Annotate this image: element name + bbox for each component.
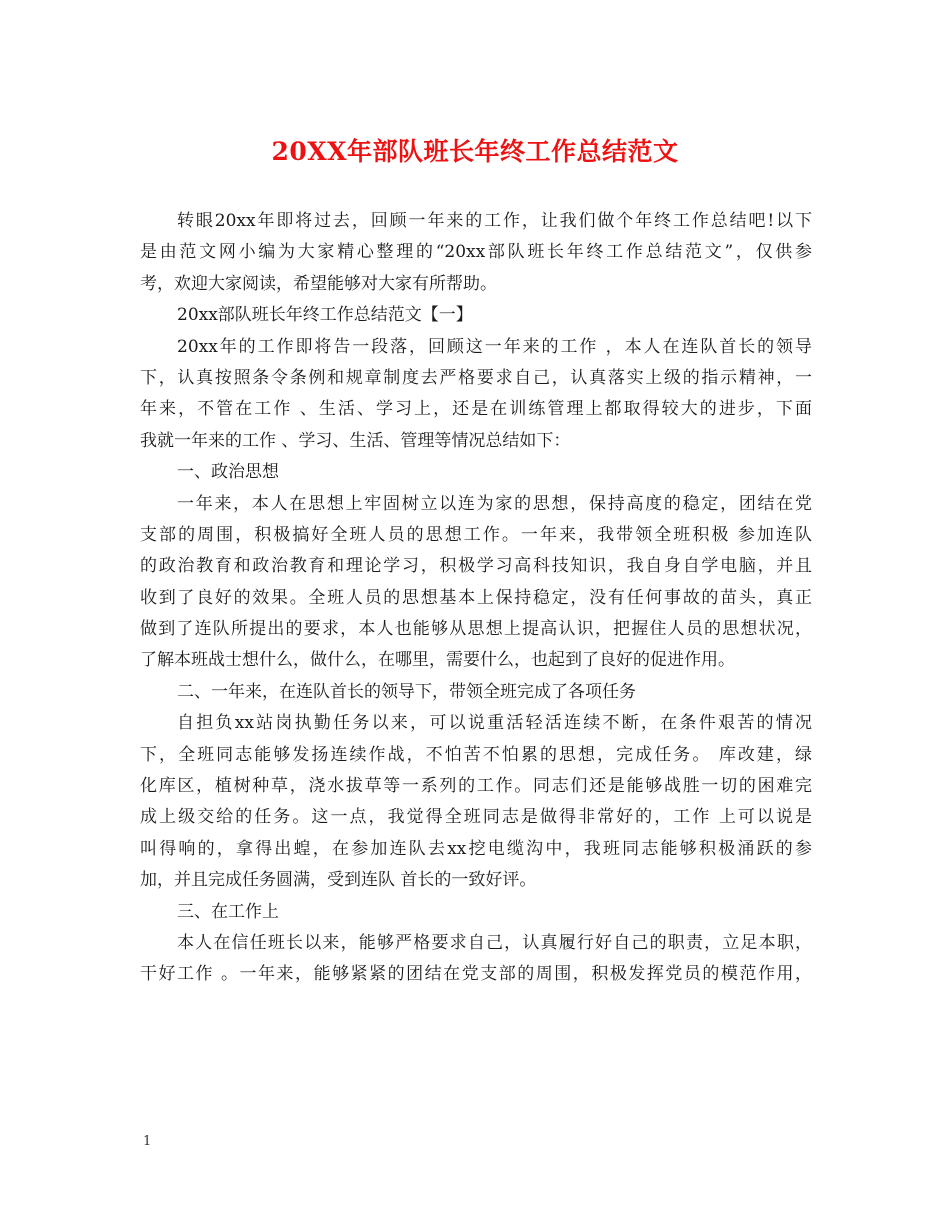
text-line: 20xx部队班长年终工作总结范文【一】 xyxy=(177,305,473,326)
text-line: 我就一年来的工作 、学习、生活、管理等情况总结如下： xyxy=(140,430,571,451)
document-title: 20XX年部队班长年终工作总结范文 xyxy=(271,137,679,166)
text-line: 下，全班同志能够发扬连续作战，不怕苦不怕累的思想，完成任务。 库改建，绿 xyxy=(140,744,812,765)
text-line: 成上级交给的任务。这一点，我觉得全班同志是做得非常好的，工作 上可以说是 xyxy=(140,807,812,828)
text-line: 本人在信任班长以来，能够严格要求自己，认真履行好自己的职责，立足本职， xyxy=(177,932,812,953)
text-line: 下，认真按照条令条例和规章制度去严格要求自己，认真落实上级的指示精神，一 xyxy=(140,367,812,388)
text-line: 一、政治思想 xyxy=(177,462,279,483)
page-number: 1 xyxy=(143,1134,152,1149)
text-line: 化库区，植树种草，浇水拔草等一系列的工作。同志们还是能够战胜一切的困难完 xyxy=(140,776,812,797)
text-line: 二、一年来，在连队首长的领导下，带领全班完成了各项任务 xyxy=(177,681,636,702)
text-line: 考，欢迎大家阅读，希望能够对大家有所帮助。 xyxy=(140,273,497,294)
text-line: 收到了良好的效果。全班人员的思想基本上保持稳定，没有任何事故的苗头，真正 xyxy=(140,587,812,608)
text-line: 干好工作 。一年来，能够紧紧的团结在党支部的周围，积极发挥党员的模范作用， xyxy=(140,964,812,985)
text-line: 了解本班战士想什么，做什么，在哪里，需要什么，也起到了良好的促进作用。 xyxy=(140,650,735,671)
text-line: 转眼20xx年即将过去，回顾一年来的工作，让我们做个年终工作总结吧!以下 xyxy=(177,211,812,231)
text-line: 支部的周围，积极搞好全班人员的思想工作。一年来，我带领全班积极 参加连队 xyxy=(140,524,812,545)
text-line: 的政治教育和政治教育和理论学习，积极学习高科技知识，我自身自学电脑，并且 xyxy=(140,556,812,577)
text-line: 叫得响的，拿得出蝗，在参加连队去xx挖电缆沟中，我班同志能够积极涌跃的参 xyxy=(140,838,812,859)
text-line: 做到了连队所提出的要求，本人也能够从思想上提高认识，把握住人员的思想状况， xyxy=(140,619,812,640)
text-line: 20xx年的工作即将告一段落，回顾这一年来的工作 ，本人在连队首长的领导 xyxy=(177,336,812,357)
text-line: 年来，不管在工作 、生活、学习上，还是在训练管理上都取得较大的进步，下面 xyxy=(140,399,812,420)
text-line: 一年来，本人在思想上牢固树立以连为家的思想，保持高度的稳定，团结在党 xyxy=(177,493,812,514)
text-line: 自担负xx站岗执勤任务以来，可以说重活轻活连续不断，在条件艰苦的情况 xyxy=(177,713,812,734)
text-line: 三、在工作上 xyxy=(177,901,279,922)
document-body xyxy=(140,206,812,991)
text-line: 加，并且完成任务圆满，受到连队 首长的一致好评。 xyxy=(140,870,537,891)
text-line: 是由范文网小编为大家精心整理的“20xx部队班长年终工作总结范文”，仅供参 xyxy=(140,242,812,263)
